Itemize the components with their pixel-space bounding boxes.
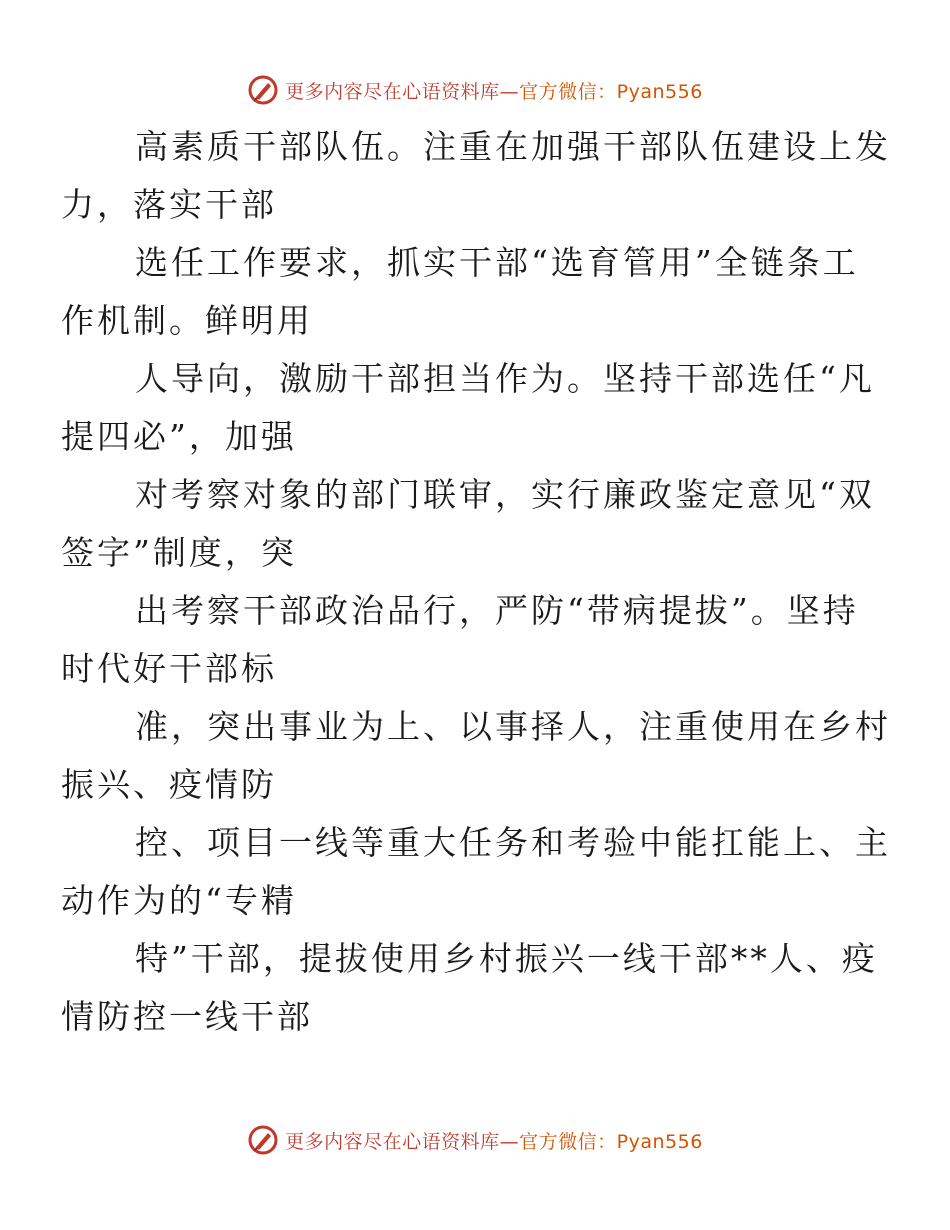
paragraph: 人导向，激励干部担当作为。坚持干部选任“凡 提四必”，加强 xyxy=(61,359,875,456)
paragraph: 控、项目一线等重大任务和考验中能扛能上、主 动作为的“专精 xyxy=(61,823,891,920)
paragraph: 高素质干部队伍。注重在加强干部队伍建设上发 力，落实干部 xyxy=(61,127,891,224)
paragraph: 对考察对象的部门联审，实行廉政鉴定意见“双 签字”制度，突 xyxy=(61,475,875,572)
watermark-text: 更多内容尽在心语资料库—官方微信：Pyan556 xyxy=(285,80,703,103)
document-body xyxy=(61,118,891,1046)
watermark-text: 更多内容尽在心语资料库—官方微信：Pyan556 xyxy=(285,1130,703,1153)
footer-watermark xyxy=(0,1120,950,1160)
paragraph: 出考察干部政治品行，严防“带病提拔”。坚持 时代好干部标 xyxy=(61,591,859,688)
pen-circle-logo-icon xyxy=(247,1124,279,1156)
header-watermark xyxy=(0,70,950,110)
paragraph: 准，突出事业为上、以事择人，注重使用在乡村 振兴、疫情防 xyxy=(61,707,891,804)
paragraph: 特”干部，提拔使用乡村振兴一线干部**人、疫 情防控一线干部 xyxy=(61,939,878,1036)
pen-circle-logo-icon xyxy=(247,74,279,106)
paragraph: 选任工作要求，抓实干部“选育管用”全链条工 作机制。鲜明用 xyxy=(61,243,859,340)
